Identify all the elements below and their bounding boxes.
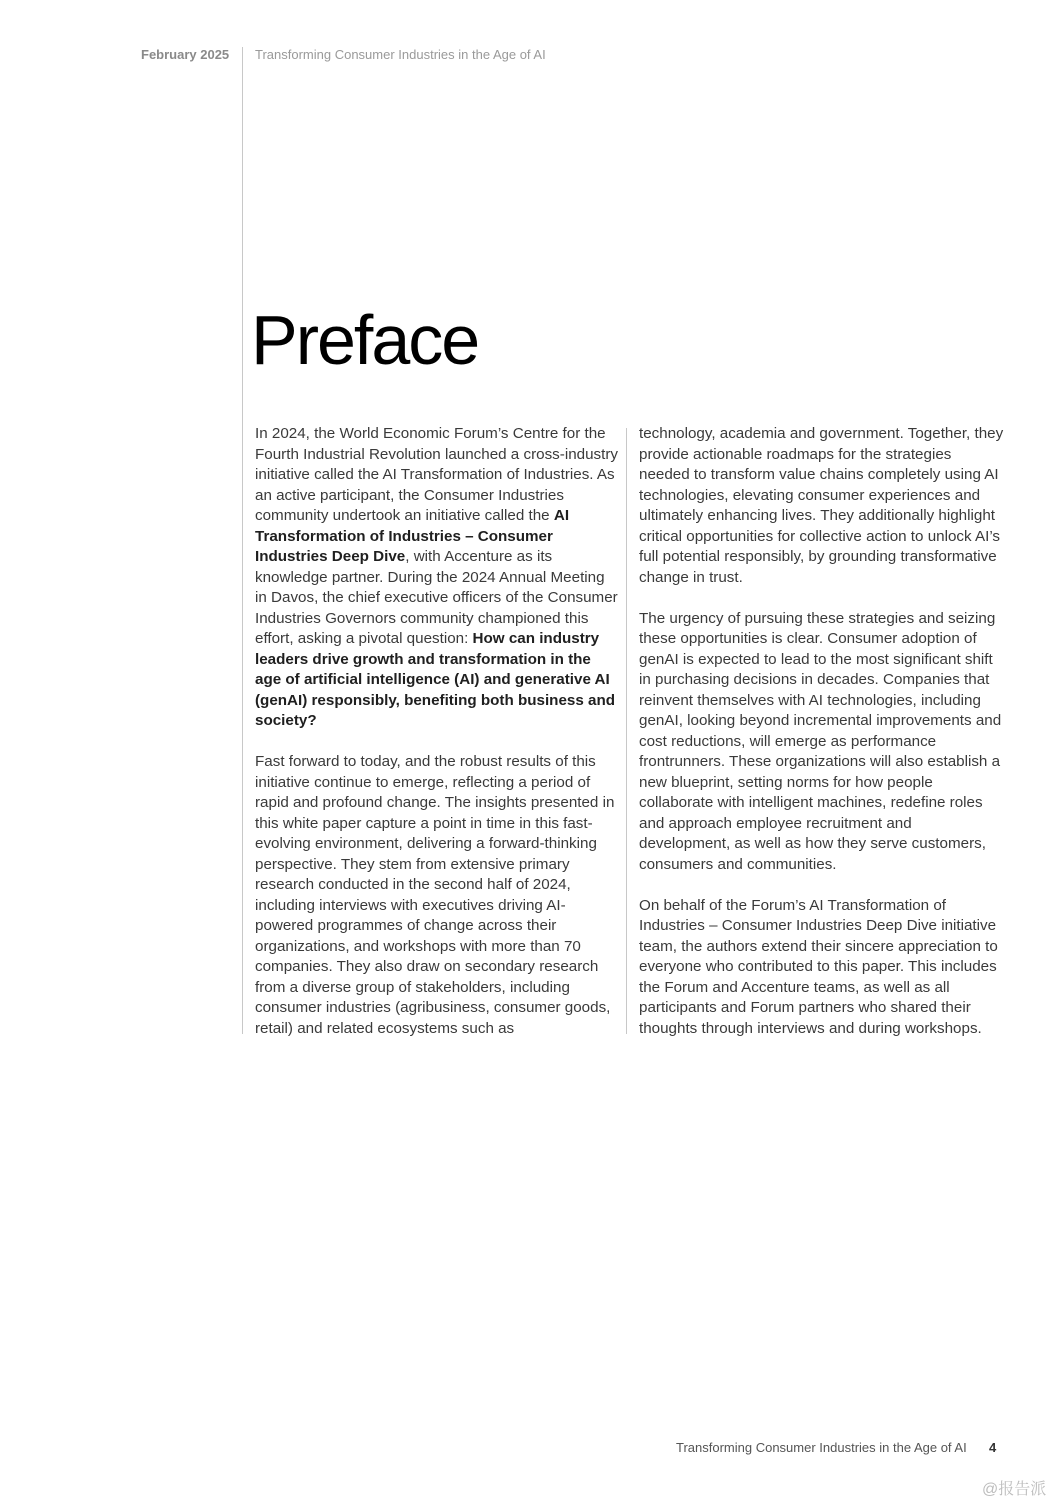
left-paragraph-1 <box>255 424 620 732</box>
header-document-title: Transforming Consumer Industries in the Age of AI <box>255 47 546 62</box>
initiative-name-bold: AI Transformation of Industries – Consumer Industries Deep Dive <box>255 507 570 565</box>
left-paragraph-2: Fast forward to today, and the robust results of this initiative continue to emerge, reflecting a period of rapid and profound change. The insights presented in this white paper capture a point in time in this fast-evolving environment, delivering a forward-thinking perspective. They stem from extensive primary research conducted in the second half of 2024, including interviews with executives driving AI-powered programmes of change across their organizations, and workshops with more than 70 companies. They also draw on secondary research from a diverse group of stakeholders, including consumer industries (agribusiness, consumer goods, retail) and related ecosystems such as <box>255 753 615 1037</box>
left-p1-text-b: , with Accenture as its knowledge partner. During the 2024 Annual Meeting in Davos, the chief executive officers of the Consumer Industries Governors community championed this effort, asking a pivotal question: <box>255 548 618 647</box>
left-text-column <box>255 424 620 1060</box>
watermark: @报告派 <box>982 1481 1047 1498</box>
right-paragraph-3: On behalf of the Forum’s AI Transformation of Industries – Consumer Industries Deep Dive initiative team, the authors extend their sincere appreciation to everyone who contributed to this paper. This includes the Forum and Accenture teams, as well as all participants and Forum partners who shared their thoughts through interviews and during workshops. <box>639 896 998 1037</box>
header-date: February 2025 <box>141 47 230 62</box>
page-number: 4 <box>989 1440 997 1455</box>
footer-document-title: Transforming Consumer Industries in the Age of AI <box>676 1440 967 1455</box>
right-paragraph-1: technology, academia and government. Together, they provide actionable roadmaps for the strategies needed to transform value chains completely using AI technologies, elevating consumer experiences and ultimately enhancing lives. They additionally highlight critical opportunities for collective action to unlock AI’s full potential responsibly, by grounding transformative change in trust. <box>639 425 1004 586</box>
right-paragraph-2: The urgency of pursuing these strategies and seizing these opportunities is clear. Consumer adoption of genAI is expected to lead to the most significant shift in purchasing decisions in decades. Companies that reinvent themselves with AI technologies, including genAI, looking beyond incremental improvements and cost reductions, will emerge as performance frontrunners. These organizations will also establish a new blueprint, setting norms for how people collaborate with intelligent machines, redefine roles and approach employee recruitment and development, as well as how they serve customers, consumers and communities. <box>639 609 1002 873</box>
right-text-column <box>639 424 1004 1060</box>
pivotal-question-bold: How can industry leaders drive growth and transformation in the age of artificial intelligence (AI) and generative AI (genAI) responsibly, benefiting both business and society? <box>255 630 616 729</box>
margin-divider-line <box>242 47 243 1034</box>
page-title: Preface <box>251 301 479 379</box>
column-divider-line <box>626 428 627 1034</box>
left-p1-text-a: In 2024, the World Economic Forum’s Centre for the Fourth Industrial Revolution launched a cross-industry initiative called the AI Transformation of Industries. As an active participant, the Consumer Industries community undertook an initiative called the <box>255 425 618 524</box>
